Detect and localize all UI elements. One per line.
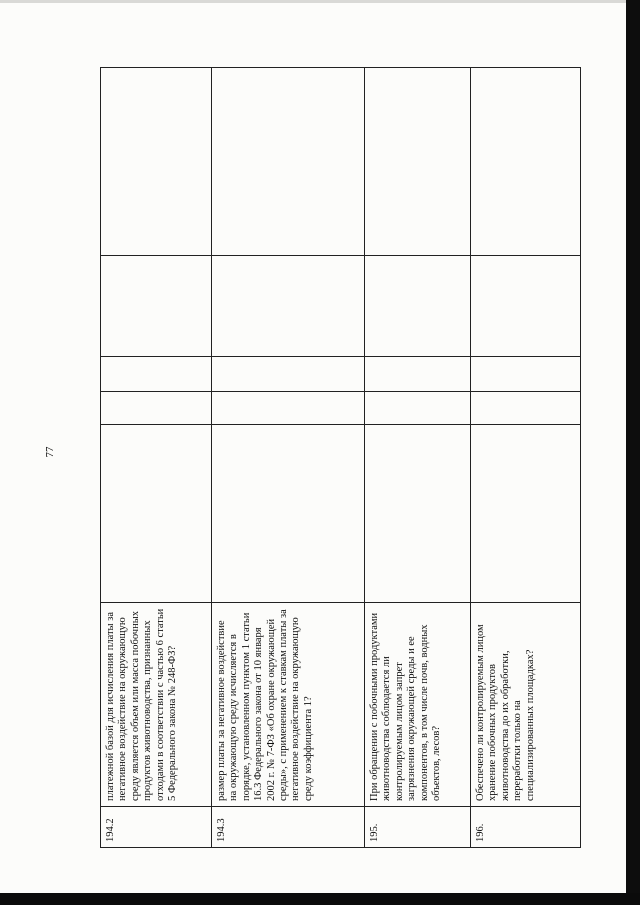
answer-yes-cell (212, 392, 365, 425)
rotated-page (100, 68, 580, 848)
row-number: 195. (365, 807, 471, 848)
page-number: 77 (44, 446, 56, 458)
requisites-cell (101, 425, 212, 603)
answer-yes-cell (471, 392, 581, 425)
comment-cell (101, 68, 212, 256)
not-applicable-cell (212, 256, 365, 357)
answer-no-cell (212, 357, 365, 392)
row-number: 194.3 (212, 807, 365, 848)
table-row (471, 68, 581, 848)
comment-cell (471, 68, 581, 256)
checklist-table (100, 67, 581, 848)
requisites-cell (471, 425, 581, 603)
answer-no-cell (365, 357, 471, 392)
comment-cell (212, 68, 365, 256)
requisites-cell (365, 425, 471, 603)
scan-right-edge (626, 0, 640, 905)
not-applicable-cell (365, 256, 471, 357)
answer-no-cell (471, 357, 581, 392)
question-text: размер платы за негативное воздействие на окружающую среду исчисляется в порядке, установленном пунктом 1 статьи 16.3 Федерального закона от 10 января 2002 г. № 7-ФЗ «Об охране окружающей среды», с применением к ставкам платы за негативное воздействие на окружающую среду коэффициента 1? (212, 603, 365, 807)
row-number: 196. (471, 807, 581, 848)
scan-bottom-edge (0, 893, 640, 905)
table-row (101, 68, 212, 848)
question-text: платежной базой для исчисления платы за негативное воздействие на окружающую среду является объем или масса побочных продуктов животноводства, признанных отходами в соответствии с частью 6 статьи 5 Федерального закона № 248-ФЗ? (101, 603, 212, 807)
not-applicable-cell (471, 256, 581, 357)
answer-yes-cell (365, 392, 471, 425)
table-row (365, 68, 471, 848)
question-text: Обеспечено ли контролируемым лицом хранение побочных продуктов животноводства до их обработки, переработки только на специализированных площадках? (471, 603, 581, 807)
row-number: 194.2 (101, 807, 212, 848)
comment-cell (365, 68, 471, 256)
question-text: При обращении с побочными продуктами животноводства соблюдается ли контролируемым лицом запрет загрязнения окружающей среды и ее компонентов, в том числе почв, водных объектов, лесов? (365, 603, 471, 807)
answer-yes-cell (101, 392, 212, 425)
table-row (212, 68, 365, 848)
not-applicable-cell (101, 256, 212, 357)
scan-top-edge (0, 0, 640, 3)
requisites-cell (212, 425, 365, 603)
answer-no-cell (101, 357, 212, 392)
